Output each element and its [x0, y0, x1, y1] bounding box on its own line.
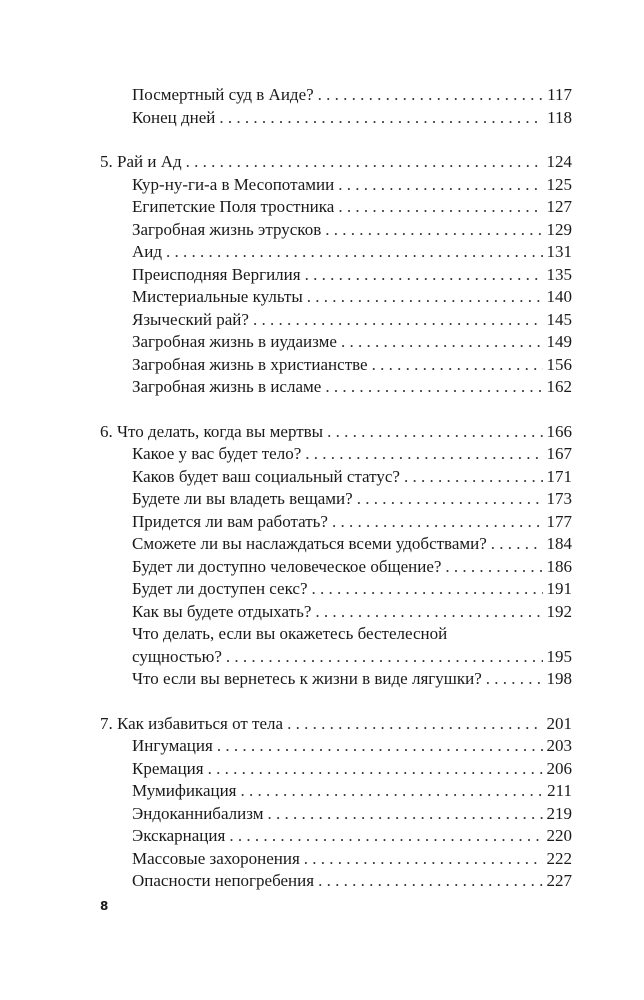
- dot-leader: [226, 646, 543, 669]
- toc-entry-page: 201: [546, 713, 572, 733]
- toc-entry: [100, 646, 572, 669]
- toc-entry-page: 203: [546, 736, 572, 755]
- toc-entry: [100, 870, 572, 893]
- toc-entry-page: 149: [546, 332, 572, 351]
- toc-entry-title: Будет ли доступно человеческое общение?: [132, 556, 442, 576]
- toc-entry-title: 5. Рай и Ад: [100, 152, 182, 171]
- toc-entry: [100, 556, 572, 579]
- toc-entry-page: 220: [546, 826, 572, 845]
- toc-entry-title: Эндоканнибализм: [132, 803, 264, 823]
- toc-entry-title: Языческий рай?: [132, 309, 249, 329]
- dot-leader: [305, 443, 542, 466]
- dot-leader: [253, 309, 543, 332]
- toc-entry-page: 145: [546, 309, 572, 329]
- toc-entry-title: Мистериальные культы: [132, 287, 303, 306]
- toc-entry-page: 125: [546, 174, 572, 194]
- toc-entry-title: Будете ли вы владеть вещами?: [132, 489, 353, 508]
- toc-entry: [100, 174, 572, 197]
- toc-entry-page: 186: [546, 556, 572, 576]
- toc-entry-page: 124: [546, 152, 572, 171]
- toc-entry-title: Конец дней: [132, 107, 216, 127]
- toc-entry: [100, 196, 572, 219]
- toc-entry-page: 166: [546, 421, 572, 441]
- toc-chapter: [100, 421, 572, 444]
- dot-leader: [312, 578, 543, 601]
- toc-entry-page: 135: [546, 264, 572, 284]
- dot-leader: [325, 219, 542, 242]
- toc-entry: [100, 309, 572, 332]
- toc-entry-page: 167: [546, 444, 572, 463]
- toc-entry-page: 198: [546, 669, 572, 688]
- toc-entry-title: Кур-ну-ги-а в Месопотамии: [132, 174, 335, 194]
- dot-leader: [305, 264, 543, 287]
- toc-entry-title-line: Что делать, если вы окажетесь бестелесной: [132, 624, 448, 643]
- toc-entry-page: 117: [547, 85, 572, 104]
- toc-entry: [100, 264, 572, 287]
- dot-leader: [372, 354, 543, 377]
- dot-leader: [287, 713, 542, 736]
- toc-entry: [100, 511, 572, 534]
- toc-entry-page: 195: [546, 646, 572, 666]
- toc-entry-title: 6. Что делать, когда вы мертвы: [100, 421, 324, 441]
- page-number: 8: [100, 899, 109, 913]
- toc-entry-title: Какое у вас будет тело?: [132, 444, 302, 463]
- toc-entry-title: Как вы будете отдыхать?: [132, 601, 312, 621]
- toc-entry-page: 177: [546, 511, 572, 531]
- toc-entry: [100, 601, 572, 624]
- toc-entry-title: Кремация: [132, 758, 204, 778]
- dot-leader: [318, 84, 543, 107]
- dot-leader: [327, 421, 542, 444]
- dot-leader: [491, 533, 543, 556]
- toc-entry-title: Массовые захоронения: [132, 848, 300, 868]
- toc-entry-title: Преисподняя Вергилия: [132, 264, 301, 284]
- toc-entry: [100, 735, 572, 758]
- toc-entry-title: Загробная жизнь в христианстве: [132, 354, 368, 374]
- dot-leader: [404, 466, 543, 489]
- toc-entry: [100, 241, 572, 264]
- toc-entry-title: Опасности непогребения: [132, 871, 315, 890]
- toc-entry: [100, 107, 572, 130]
- toc-entry-title: сущностью?: [132, 646, 222, 666]
- toc-entry: [100, 668, 572, 691]
- toc-entry-page: 173: [546, 489, 572, 508]
- toc-entry-title: Загробная жизнь в иудаизме: [132, 332, 337, 351]
- toc-entry: [100, 443, 572, 466]
- dot-leader: [486, 668, 543, 691]
- toc-chapter: [100, 151, 572, 174]
- toc-entry: [100, 354, 572, 377]
- dot-leader: [208, 758, 543, 781]
- toc-entry: [100, 219, 572, 242]
- toc-entry-page: 131: [546, 242, 572, 261]
- toc-entry-title: Каков будет ваш социальный статус?: [132, 466, 400, 486]
- toc-entry-title: Загробная жизнь этрусков: [132, 219, 322, 239]
- table-of-contents: [100, 84, 572, 893]
- toc-chapter: [100, 713, 572, 736]
- toc-entry: [100, 578, 572, 601]
- toc-entry-title: Посмертный суд в Аиде?: [132, 85, 314, 104]
- dot-leader: [241, 780, 544, 803]
- toc-entry: [100, 533, 572, 556]
- toc-entry: [100, 488, 572, 511]
- toc-entry-title: Придется ли вам работать?: [132, 511, 328, 531]
- dot-leader: [338, 174, 542, 197]
- dot-leader: [307, 286, 543, 309]
- toc-entry-page: 219: [546, 803, 572, 823]
- toc-entry: [100, 331, 572, 354]
- toc-entry: [100, 286, 572, 309]
- dot-leader: [267, 803, 542, 826]
- toc-entry: [100, 758, 572, 781]
- toc-entry-page: 118: [547, 107, 572, 127]
- dot-leader: [325, 376, 542, 399]
- dot-leader: [315, 601, 542, 624]
- toc-entry-title: Что если вы вернетесь к жизни в виде лягушки?: [132, 669, 482, 688]
- toc-entry-page: 192: [546, 601, 572, 621]
- toc-entry-page: 129: [546, 219, 572, 239]
- toc-entry: [100, 848, 572, 871]
- dot-leader: [318, 870, 542, 893]
- toc-entry-title: 7. Как избавиться от тела: [100, 713, 284, 733]
- toc-entry-title: Аид: [132, 242, 163, 261]
- dot-leader: [445, 556, 542, 579]
- toc-entry: [100, 84, 572, 107]
- toc-entry-title: Сможете ли вы наслаждаться всеми удобствами?: [132, 534, 487, 553]
- dot-leader: [332, 511, 543, 534]
- toc-entry-page: 171: [546, 466, 572, 486]
- toc-entry-page: 191: [546, 579, 572, 598]
- dot-leader: [219, 107, 543, 130]
- toc-entry-page: 227: [546, 871, 572, 890]
- dot-leader: [341, 331, 543, 354]
- dot-leader: [357, 488, 543, 511]
- toc-entry-page: 184: [546, 534, 572, 553]
- toc-entry: [100, 376, 572, 399]
- toc-entry-title: Египетские Поля тростника: [132, 197, 335, 216]
- toc-entry: [100, 780, 572, 803]
- dot-leader: [338, 196, 542, 219]
- toc-entry-title: Ингумация: [132, 736, 213, 755]
- toc-entry-page: 156: [546, 354, 572, 374]
- toc-entry-page: 127: [546, 197, 572, 216]
- dot-leader: [166, 241, 542, 264]
- toc-entry-page: 162: [546, 377, 572, 396]
- toc-entry: [100, 803, 572, 826]
- toc-entry-title: Экскарнация: [132, 826, 226, 845]
- toc-entry-title: Будет ли доступен секс?: [132, 579, 308, 598]
- toc-entry-page: 140: [546, 287, 572, 306]
- dot-leader: [229, 825, 542, 848]
- dot-leader: [304, 848, 543, 871]
- toc-entry-title: Загробная жизнь в исламе: [132, 377, 322, 396]
- dot-leader: [186, 151, 543, 174]
- toc-entry-page: 206: [546, 758, 572, 778]
- toc-entry-page: 211: [547, 781, 572, 800]
- toc-entry: [100, 825, 572, 848]
- toc-entry-title: Мумификация: [132, 781, 237, 800]
- toc-entry-page: 222: [546, 848, 572, 868]
- toc-entry: [100, 466, 572, 489]
- dot-leader: [217, 735, 543, 758]
